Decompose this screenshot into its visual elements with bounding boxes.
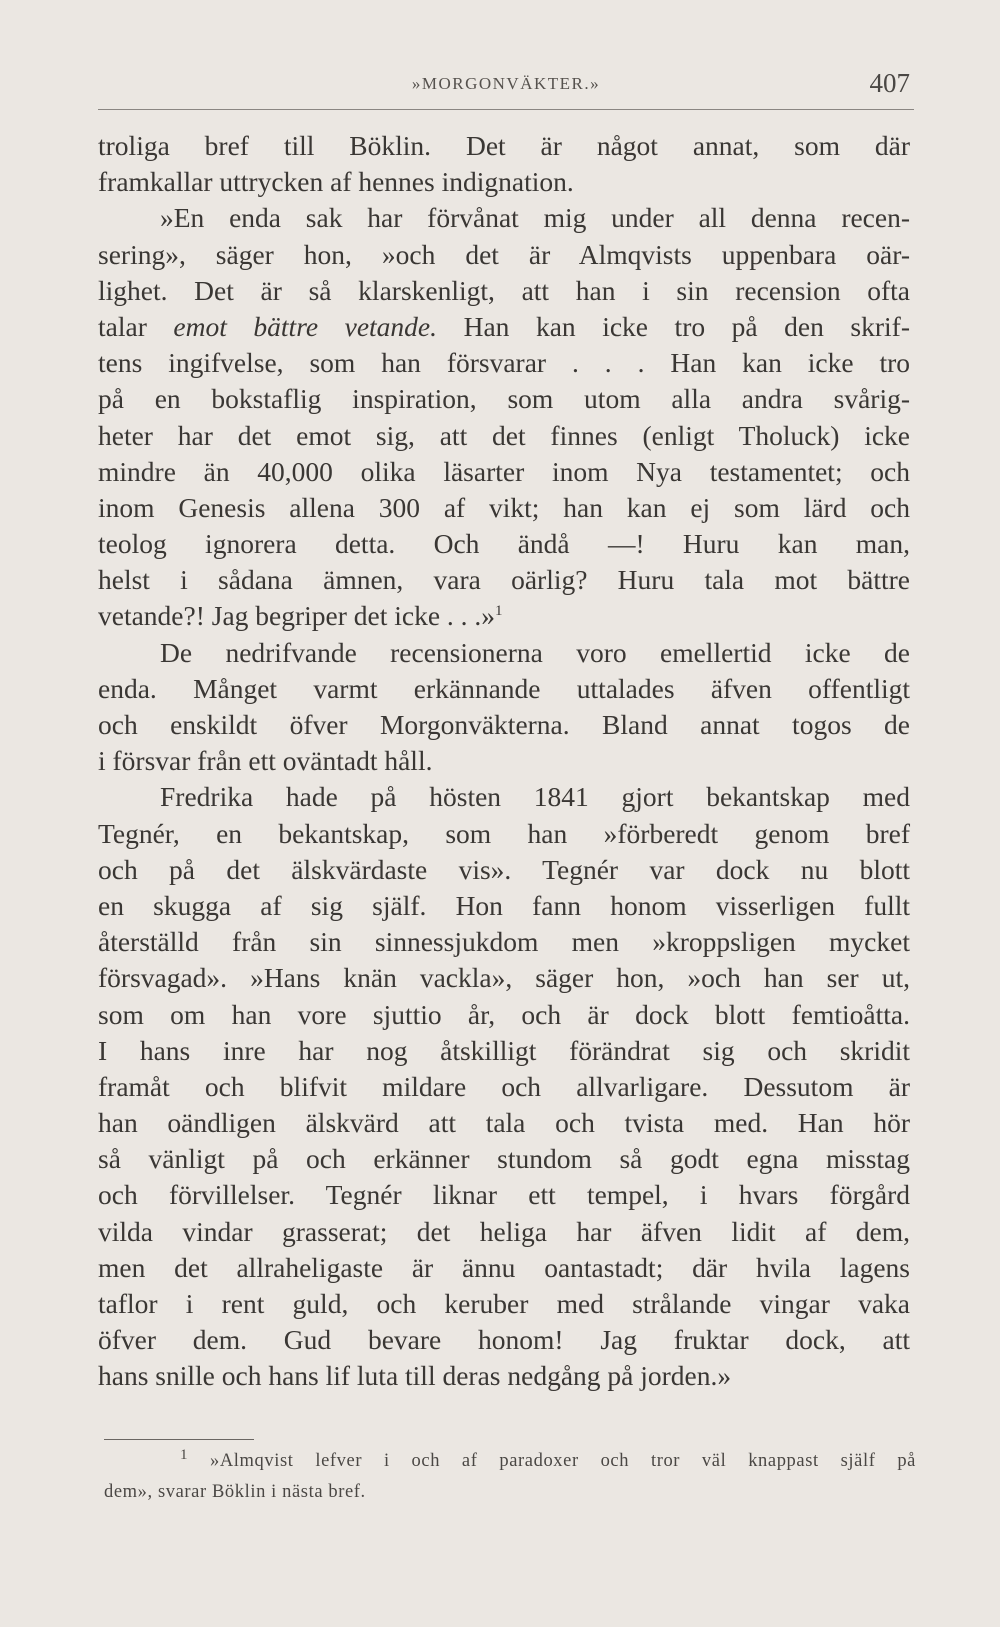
footnote-line: dem», svarar Böklin i nästa bref. [104, 1482, 366, 1502]
text-span: vetande?! Jag begriper det icke . . .» [98, 600, 496, 632]
text-line: så vänligt på och erkänner stundom så godt egna misstag [98, 1143, 910, 1175]
text-line: heter har det emot sig, att det finnes (enligt Tholuck) icke [98, 419, 910, 451]
text-line: hans snille och hans lif luta till deras nedgång på jorden.» [98, 1360, 732, 1392]
italic-phrase: emot bättre vetande. [173, 310, 438, 342]
text-line: återställd från sin sinnessjukdom men »kroppsligen mycket [98, 926, 910, 958]
text-line: De nedrifvande recensionerna voro emellertid icke de [160, 636, 910, 668]
text-line: på en bokstaflig inspiration, som utom alla andra svårig- [98, 383, 910, 415]
page-header [98, 66, 914, 110]
text-line [98, 598, 910, 634]
text-line: och enskildt öfver Morgonväkterna. Bland annat togos de [98, 709, 910, 740]
text-line: och på det älskvärdaste vis». Tegnér var dock nu blott [98, 853, 910, 885]
footnote-marker: 1 [180, 1446, 189, 1463]
text-line: sering», säger hon, »och det är Almqvists uppenbara oär- [98, 238, 910, 270]
running-head: »MORGONVÄKTER.» [411, 74, 601, 93]
text-line: taflor i rent guld, och keruber med strålande vingar vaka [98, 1288, 910, 1319]
text-line: enda. Månget varmt erkännande uttalades äfven offentligt [98, 672, 910, 704]
text-line: som om han vore sjuttio år, och är dock blott femtioåtta. [98, 998, 910, 1030]
text-line: lighet. Det är så klarskenligt, att han i sin recension ofta [98, 274, 910, 306]
text-line: en skugga af sig själf. Hon fann honom visserligen fullt [98, 889, 910, 921]
text-line: »En enda sak har förvånat mig under all denna recen- [160, 202, 910, 234]
text-line: i försvar från ett oväntadt håll. [98, 745, 433, 777]
page-number: 407 [869, 68, 910, 98]
text-line: han oändligen älskvärd att tala och tvista med. Han hör [98, 1107, 910, 1139]
text-line: och förvillelser. Tegnér liknar ett tempel, i hvars förgård [98, 1179, 910, 1211]
footnote-reference: 1 [495, 603, 503, 620]
body-text [98, 128, 910, 1395]
header-rule [98, 109, 914, 110]
text-line: vilda vindar grasserat; det heliga har äfven lidit af dem, [98, 1215, 910, 1247]
text-line: I hans inre har nog åtskilligt förändrat sig och skridit [98, 1034, 910, 1066]
text-line: framkallar uttrycken af hennes indignation. [98, 166, 574, 198]
text-line: framåt och blifvit mildare och allvarligare. Dessutom är [98, 1070, 910, 1102]
text-line: mindre än 40,000 olika läsarter inom Nya testamentet; och [98, 455, 910, 487]
text-line: inom Genesis allena 300 af vikt; han kan ej som lärd och [98, 491, 910, 523]
text-line: försvagad». »Hans knän vackla», säger hon, »och han ser ut, [98, 962, 910, 994]
text-line [98, 309, 910, 345]
text-line: öfver dem. Gud bevare honom! Jag fruktar dock, att [98, 1324, 910, 1356]
text-span: »Almqvist lefver i och af paradoxer och tror väl knappast själf på [188, 1451, 916, 1471]
text-line: troliga bref till Böklin. Det är något annat, som där [98, 130, 910, 161]
text-line: helst i sådana ämnen, vara oärlig? Huru tala mot bättre [98, 564, 910, 596]
text-line: teolog ignorera detta. Och ändå —! Huru kan man, [98, 528, 910, 560]
footnote-line [104, 1446, 916, 1477]
text-span: talar [98, 310, 174, 342]
text-line: Fredrika hade på hösten 1841 gjort bekantskap med [160, 781, 910, 813]
text-line: tens ingifvelse, som han försvarar . . . Han kan icke tro [98, 347, 910, 379]
footnote-rule [104, 1439, 254, 1440]
footnotes [104, 1446, 916, 1508]
text-line: Tegnér, en bekantskap, som han »förberedt genom bref [98, 817, 910, 849]
text-line: men det allraheligaste är ännu oantastadt; där hvila lagens [98, 1251, 910, 1283]
text-span: Han kan icke tro på den skrif- [437, 310, 910, 342]
